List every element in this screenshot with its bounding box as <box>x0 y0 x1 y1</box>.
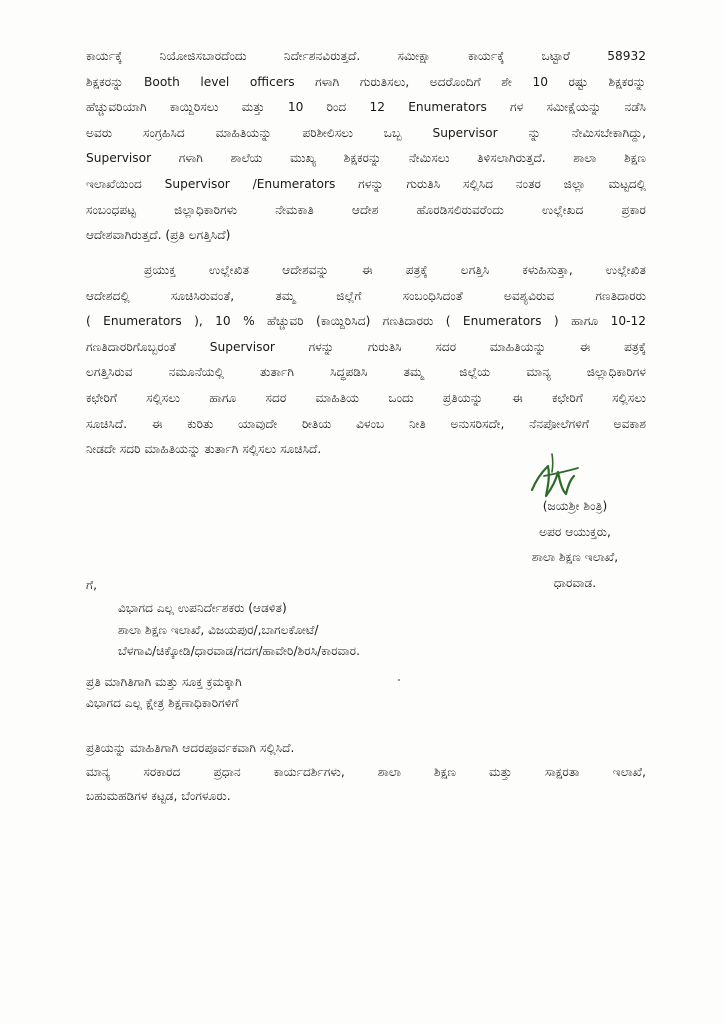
copy-line: ಪ್ರತಿ ಮಾಗಿತಿಗಾಗಿ ಮತ್ತು ಸೂಕ್ತ ಕ್ರಮಕ್ಕಾಗಿ <box>86 675 242 689</box>
copy-line: ಬಹುಮಹಡಿಗಳ ಕಟ್ಟಡ, ಬೆಂಗಳೂರು. <box>86 789 231 803</box>
paragraph-line: ಸಂಬಂಧಪಟ್ಟ ಜಿಲ್ಲಾಧಿಕಾರಿಗಳು ನೇಮಕಾತಿ ಆದೇಶ ಹೊರಡಿಸಲಿರುವರೆಂದು ಉಲ್ಲೇಖದ ಪ್ರಕಾರ <box>86 202 646 217</box>
recipient-line: ಶಾಲಾ ಶಿಕ್ಷಣ ಇಲಾಖೆ, ವಿಜಯಪುರ/,ಬಾಗಲಕೋಟೆ/ <box>118 622 319 637</box>
recipient-block <box>86 574 360 663</box>
body-paragraph-2 <box>86 258 646 463</box>
recipient-line: ಬೆಳಗಾವಿ/ಚಿಕ್ಕೋಡಿ/ಧಾರವಾಡ/ಗದಗ/ಹಾವೇರಿ/ಶಿರಸಿ/ಕಾರವಾರ. <box>118 644 360 659</box>
signatory-department: ಶಾಲಾ ಶಿಕ್ಷಣ ಇಲಾಖೆ, <box>531 550 619 564</box>
copy-line: ಪ್ರತಿಯನ್ನು ಮಾಹಿತಿಗಾಗಿ ಆದರಪೂರ್ವಕವಾಗಿ ಸಲ್ಲಿಸಿದೆ. <box>86 741 295 755</box>
copy-line: ವಿಭಾಗದ ಎಲ್ಲ ಕ್ಷೇತ್ರ ಶಿಕ್ಷಣಾಧಿಕಾರಿಗಳಿಗೆ <box>86 696 239 710</box>
paragraph-line: ಆದೇಶದಲ್ಲಿ ಸೂಚಿಸಿರುವಂತೆ, ತಮ್ಮ ಜಿಲ್ಲೆಗೆ ಸಂಬಂಧಿಸಿದಂತೆ ಅವಶ್ಯವಿರುವ ಗಣತಿದಾರರು <box>86 288 646 303</box>
paragraph-line: ಕಛೇರಿಗೆ ಸಲ್ಲಿಸಲು ಹಾಗೂ ಸದರ ಮಾಹಿತಿಯ ಒಂದು ಪ್ರತಿಯನ್ನು ಈ ಕಛೇರಿಗೆ ಸಲ್ಲಿಸಲು <box>86 390 646 405</box>
paragraph-line: ಗಣತಿದಾರರಿಗೊಬ್ಬರಂತೆ Supervisor ಗಳನ್ನು ಗುರುತಿಸಿ ಸದರ ಮಾಹಿತಿಯನ್ನು ಈ ಪತ್ರಕ್ಕೆ <box>86 339 646 354</box>
copy-for-action-block <box>86 672 242 714</box>
signatory-designation: ಅಪರ ಆಯುಕ್ತರು, <box>539 524 611 539</box>
copy-line: ಮಾನ್ಯ ಸರಕಾರದ ಪ್ರಧಾನ ಕಾರ್ಯದರ್ಶಿಗಳು, ಶಾಲಾ ಶಿಕ್ಷಣ ಮತ್ತು ಸಾಕ್ಷರತಾ ಇಲಾಖೆ, <box>86 765 646 779</box>
paragraph-line: ಪ್ರಯುಕ್ತ ಉಲ್ಲೇಖಿತ ಆದೇಶವನ್ನು ಈ ಪತ್ರಕ್ಕೆ ಲಗತ್ತಿಸಿ ಕಳುಹಿಸುತ್ತಾ, ಉಲ್ಲೇಖಿತ <box>144 263 646 277</box>
paragraph-line: ( Enumerators ), 10 % ಹೆಚ್ಚುವರಿ (ಕಾಯ್ದಿರಿಸಿದ) ಗಣತಿದಾರರು ( Enumerators ) ಹಾಗೂ 10-12 <box>86 314 646 329</box>
paragraph-line: ಶಿಕ್ಷಕರನ್ನು Booth level officers ಗಳಾಗಿ ಗುರುತಿಸಲು, ಅದರೊಂದಿಗೆ ಶೇ 10 ರಷ್ಟು ಶಿಕ್ಷಕರನ್ನು <box>86 74 646 89</box>
paragraph-line: ಆದೇಶವಾಗಿರುತ್ತದೆ. (ಪ್ರತಿ ಲಗತ್ತಿಸಿದೆ) <box>86 228 231 243</box>
paragraph-line: ಸೂಚಿಸಿದೆ. ಈ ಕುರಿತು ಯಾವುದೇ ರೀತಿಯ ವಿಳಂಬ ನೀತಿ ಅನುಸರಿಸದೇ, ನೆನಪೋಲೆಗಳಿಗೆ ಅವಕಾಶ <box>86 416 646 431</box>
copy-for-info-block <box>86 736 646 808</box>
paragraph-line: ಕಾರ್ಯಕ್ಕೆ ನಿಯೋಜಿಸಬಾರದೆಂದು ನಿರ್ದೇಶನವಿರುತ್ತದೆ. ಸಮೀಕ್ಷಾ ಕಾರ್ಯಕ್ಕೆ ಒಟ್ಟಾರೆ 58932 <box>86 49 646 63</box>
paragraph-line: ಲಗತ್ತಿಸಿರುವ ನಮೂನೆಯಲ್ಲಿ ತುರ್ತಾಗಿ ಸಿದ್ಧಪಡಿಸಿ ತಮ್ಮ ಜಿಲ್ಲೆಯ ಮಾನ್ಯ ಜಿಲ್ಲಾಧಿಕಾರಿಗಳ <box>86 365 646 380</box>
paragraph-line: Supervisor ಗಳಾಗಿ ಶಾಲೆಯ ಮುಖ್ಯ ಶಿಕ್ಷಕರನ್ನು ನೇಮಿಸಲು ತಿಳಿಸಲಾಗಿರುತ್ತದೆ. ಶಾಲಾ ಶಿಕ್ಷಣ <box>86 151 646 166</box>
recipient-line: ವಿಭಾಗದ ಎಲ್ಲ ಉಪನಿರ್ದೇಶಕರು (ಆಡಳಿತ) <box>118 601 287 615</box>
paragraph-line: ಅವರು ಸಂಗ್ರಹಿಸಿದ ಮಾಹಿತಿಯನ್ನು ಪರಿಶೀಲಿಸಲು ಒಬ್ಬ Supervisor ನ್ನು ನೇಮಿಸಬೇಕಾಗಿದ್ದು, <box>86 125 646 140</box>
scan-speck <box>398 679 400 681</box>
signatory-block <box>500 494 650 596</box>
paragraph-line: ಇಲಾಖೆಯಿಂದ Supervisor /Enumerators ಗಳನ್ನು ಗುರುತಿಸಿ ಸಲ್ಲಿಸಿದ ನಂತರ ಜಿಲ್ಲಾ ಮಟ್ಟದಲ್ಲಿ <box>86 176 646 191</box>
signatory-place: ಧಾರವಾಡ. <box>553 575 597 590</box>
paragraph-line: ನೀಡದೇ ಸದರಿ ಮಾಹಿತಿಯನ್ನು ತುರ್ತಾಗಿ ಸಲ್ಲಿಸಲು ಸೂಚಿಸಿದೆ. <box>86 442 322 457</box>
recipient-label: ಗೆ, <box>86 578 97 592</box>
body-paragraph-1 <box>86 44 646 249</box>
signatory-name: (ಜಯಶ್ರೀ ಶಿಂತ್ರಿ) <box>542 499 608 513</box>
paragraph-line: ಹೆಚ್ಚುವರಿಯಾಗಿ ಕಾಯ್ದಿರಿಸಲು ಮತ್ತು 10 ರಿಂದ 12 Enumerators ಗಳ ಸಮೀಕ್ಷೆಯನ್ನು ನಡೆಸಿ <box>86 100 646 115</box>
recipient-address <box>86 598 360 663</box>
